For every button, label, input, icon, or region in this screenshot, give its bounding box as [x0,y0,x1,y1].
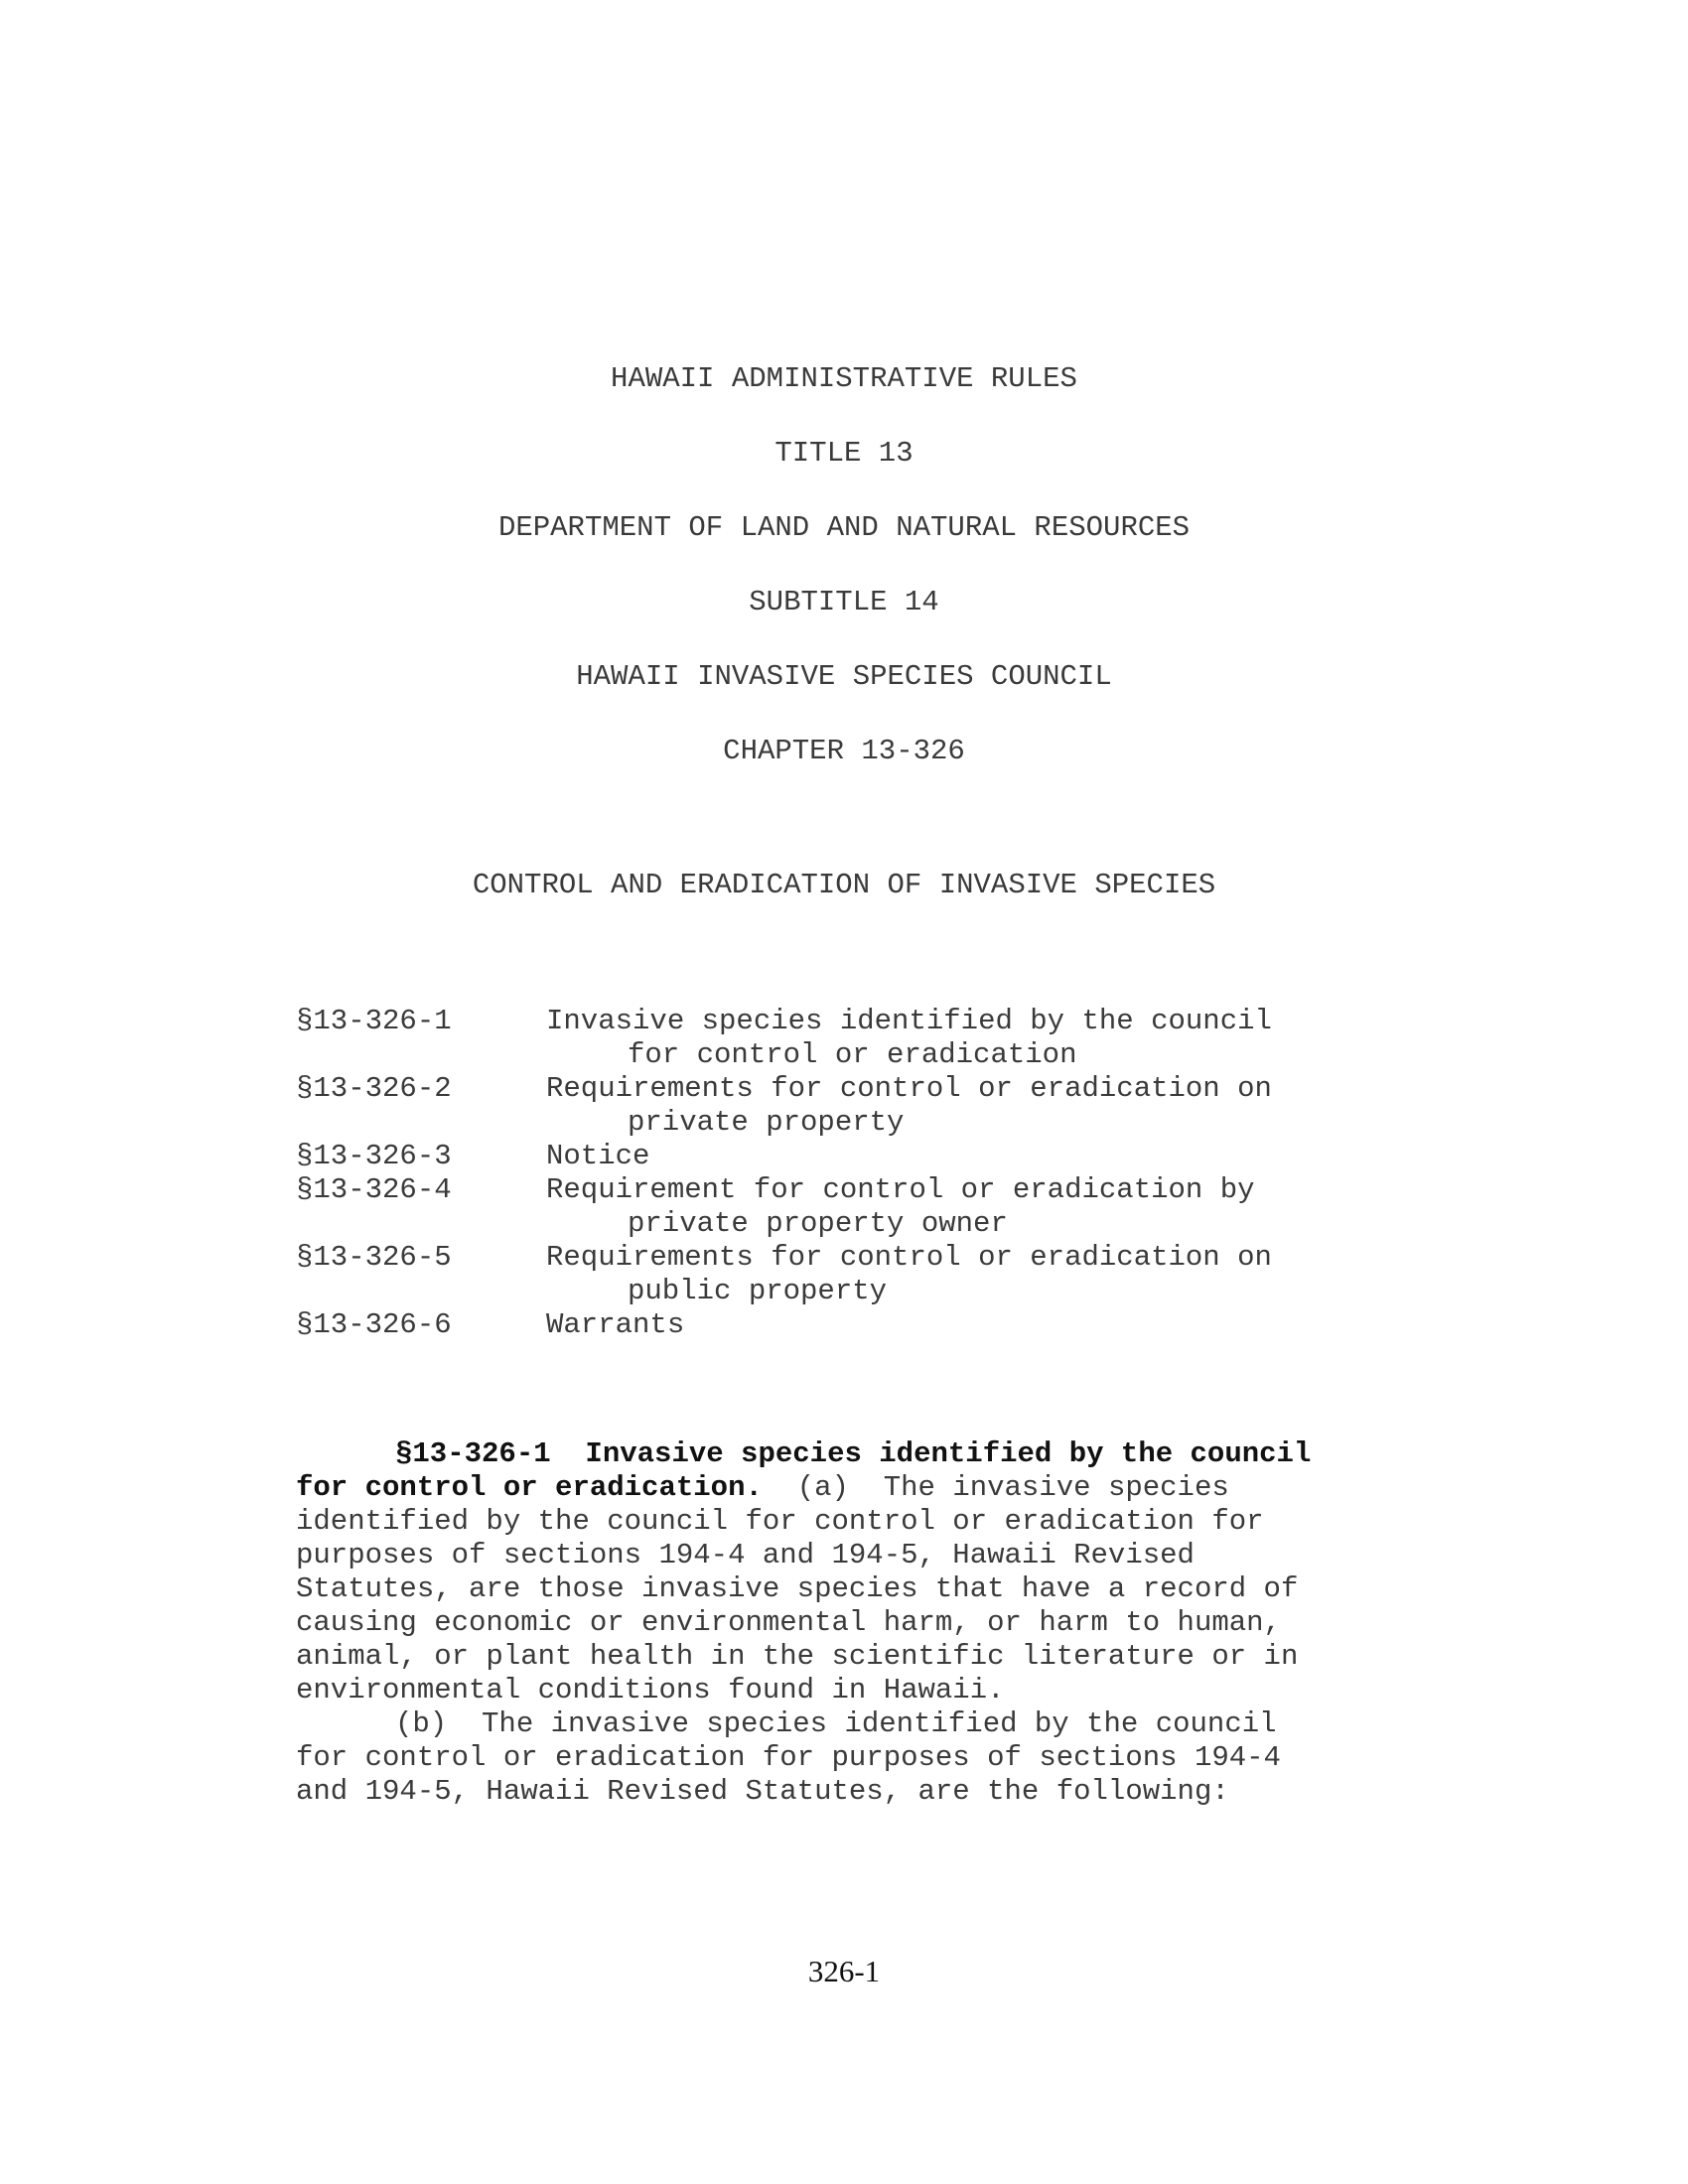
toc-section-title: Invasive species identified by the council [546,1005,1272,1037]
toc-section-number: §13-326-6 [296,1308,452,1341]
toc-section-title: Notice [546,1140,650,1172]
toc-section-title: Requirements for control or eradication on [546,1241,1272,1274]
toc-section-title-continued: for control or eradication [628,1038,1077,1071]
paragraph-line: for control or eradication for purposes of sections 194-4 [296,1741,1281,1774]
toc-section-title: Warrants [546,1308,685,1341]
paragraph-line: animal, or plant health in the scientific literature or in [296,1640,1299,1673]
paragraph-line: causing economic or environmental harm, or harm to human, [296,1606,1281,1639]
header-council: HAWAII INVASIVE SPECIES COUNCIL [576,660,1112,693]
toc-row-continuation [296,1106,905,1142]
toc-section-title-continued: private property owner [628,1207,1008,1240]
toc-section-title: Requirement for control or eradication by [546,1173,1255,1206]
toc-section-number: §13-326-5 [296,1241,452,1274]
toc-row [296,1241,1272,1277]
toc-section-number: §13-326-3 [296,1140,452,1172]
paragraph-line: and 194-5, Hawaii Revised Statutes, are the following: [296,1775,1229,1808]
toc-section-title-continued: private property [628,1106,905,1139]
toc-row [296,1072,1272,1108]
toc-section-number: §13-326-4 [296,1173,452,1206]
header-rules-title: HAWAII ADMINISTRATIVE RULES [611,362,1077,395]
paragraph-line: Statutes, are those invasive species that have a record of [296,1572,1299,1605]
toc-section-number: §13-326-2 [296,1072,452,1105]
header-department: DEPARTMENT OF LAND AND NATURAL RESOURCES [497,511,1191,544]
paragraph-line: environmental conditions found in Hawaii. [296,1674,1005,1706]
toc-row-continuation [296,1207,1008,1243]
section-1-heading-continued [296,1471,1229,1507]
toc-row [296,1308,685,1344]
toc-row-continuation [296,1275,888,1310]
paragraph-line: identified by the council for control or eradication for [296,1505,1264,1538]
page-number: 326-1 [807,1954,881,1988]
toc-row [296,1140,650,1175]
paragraph-line: purposes of sections 194-4 and 194-5, Hawaii Revised [296,1539,1195,1571]
header-subtitle: SUBTITLE 14 [749,586,939,618]
section-1-heading-bold: for control or eradication. [296,1471,763,1504]
section-1-heading: §13-326-1 Invasive species identified by the council [395,1437,1312,1470]
toc-section-title: Requirements for control or eradication on [546,1072,1272,1105]
header-chapter: CHAPTER 13-326 [723,735,965,767]
toc-row-continuation [296,1038,1077,1074]
toc-section-number: §13-326-1 [296,1005,452,1037]
paragraph-line: (b) The invasive species identified by the council [395,1707,1277,1740]
chapter-title: CONTROL AND ERADICATION OF INVASIVE SPECIES [472,869,1216,901]
header-title-number: TITLE 13 [774,437,914,470]
toc-row [296,1173,1255,1209]
section-1-subsection-a-start: (a) The invasive species [762,1471,1229,1504]
toc-section-title-continued: public property [628,1275,888,1307]
toc-row [296,1005,1272,1040]
